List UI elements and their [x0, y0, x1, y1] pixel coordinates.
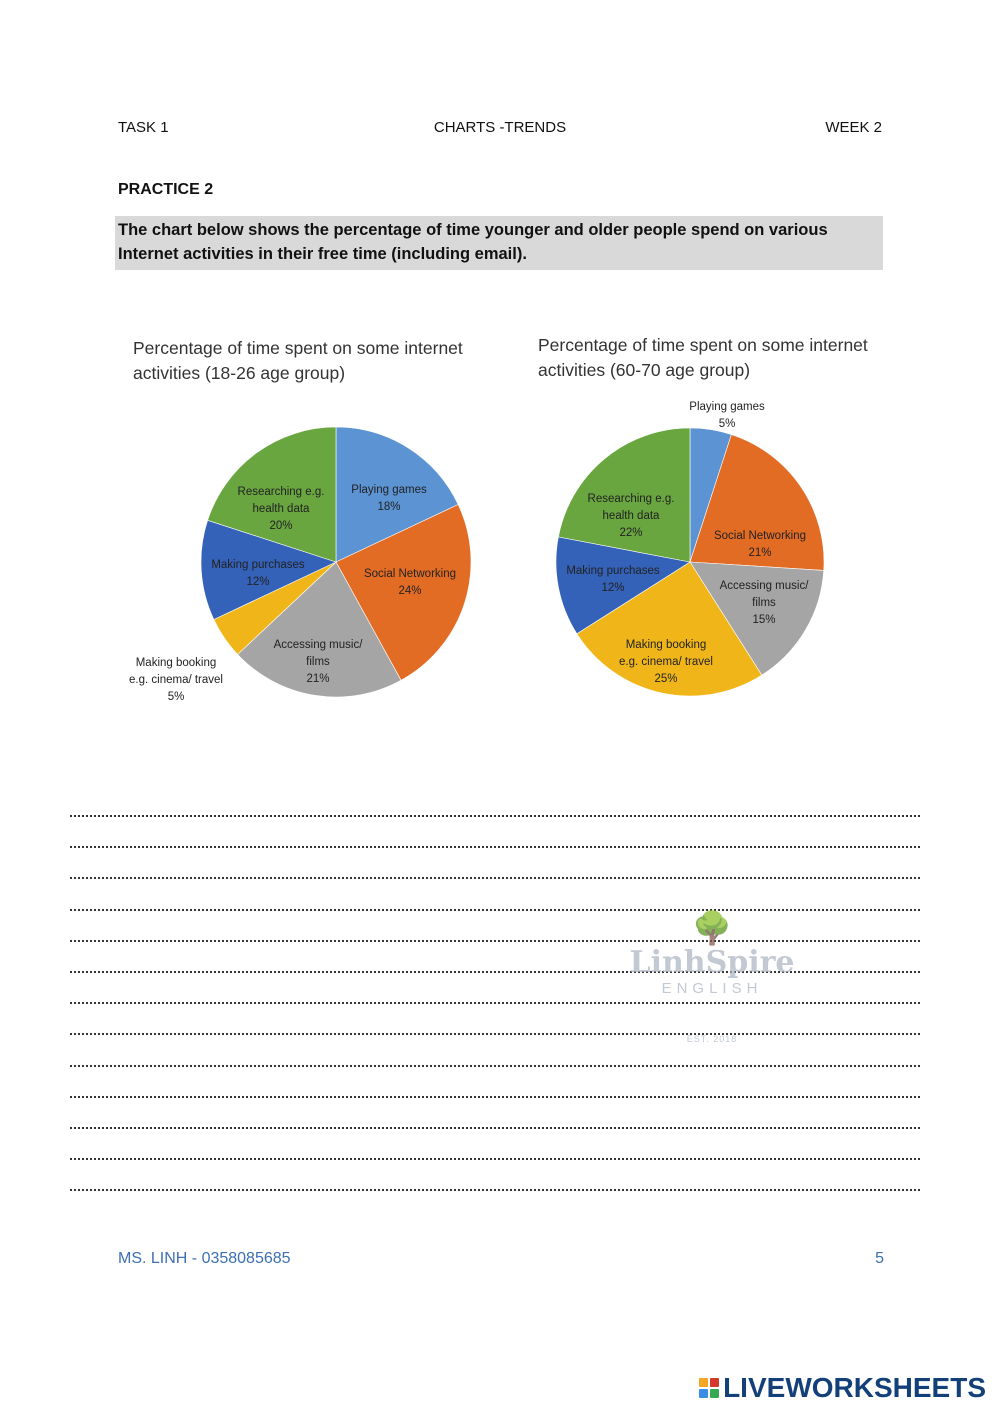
answer-line[interactable] [70, 815, 920, 817]
watermark-brand: LinhSpire [629, 945, 795, 980]
data-label: Researching e.g. health data 20% [237, 486, 325, 532]
answer-line[interactable] [70, 1096, 920, 1098]
data-label: Making purchases 12% [566, 565, 660, 594]
liveworksheets-text: LIVEWORKSHEETS [723, 1372, 986, 1403]
mark-square [710, 1378, 719, 1387]
header-task: TASK 1 [118, 119, 169, 136]
data-label: Playing games 18% [351, 484, 427, 513]
tree-icon: 🌳 [692, 910, 732, 946]
task-prompt: The chart below shows the percentage of time younger and older people spend on various Internet activities in their free time (including email). [115, 216, 883, 270]
mark-square [699, 1378, 708, 1387]
header-topic: CHARTS -TRENDS [433, 119, 567, 136]
page-number: 5 [875, 1250, 884, 1267]
mark-square [699, 1389, 708, 1398]
data-label: Making booking e.g. cinema/ travel 5% [129, 657, 223, 703]
liveworksheets-logo[interactable] [699, 1372, 986, 1404]
watermark-est: EST. 2018 [686, 1034, 738, 1044]
answer-line[interactable] [70, 877, 920, 879]
data-label: Accessing music/ films 21% [273, 639, 363, 685]
data-label: Making booking e.g. cinema/ travel 25% [619, 639, 713, 685]
chart-title-young: Percentage of time spent on some internet activities (18-26 age group) [133, 338, 463, 383]
header-week: WEEK 2 [825, 119, 882, 136]
answer-line[interactable] [70, 846, 920, 848]
answer-line[interactable] [70, 1158, 920, 1160]
watermark-sub: ENGLISH [661, 980, 763, 997]
mark-square [710, 1389, 719, 1398]
answer-line[interactable] [70, 1127, 920, 1129]
data-label: Accessing music/ films 15% [719, 580, 809, 626]
practice-title: PRACTICE 2 [118, 181, 214, 198]
answer-line[interactable] [70, 1189, 920, 1191]
data-label: Social Networking 21% [713, 530, 807, 559]
data-label: Researching e.g. health data 22% [587, 493, 675, 539]
answer-line[interactable] [70, 1065, 920, 1067]
data-label: Making purchases 12% [211, 559, 305, 588]
pie-chart-young [129, 427, 471, 703]
pie-chart-old [556, 401, 824, 696]
footer-contact: MS. LINH - 0358085685 [118, 1250, 291, 1267]
liveworksheets-mark-icon [699, 1378, 719, 1398]
watermark-logo [612, 910, 812, 1044]
data-label: Social Networking 24% [363, 568, 457, 597]
chart-title-old: Percentage of time spent on some internet activities (60-70 age group) [538, 335, 868, 380]
data-label: Playing games 5% [689, 401, 765, 430]
